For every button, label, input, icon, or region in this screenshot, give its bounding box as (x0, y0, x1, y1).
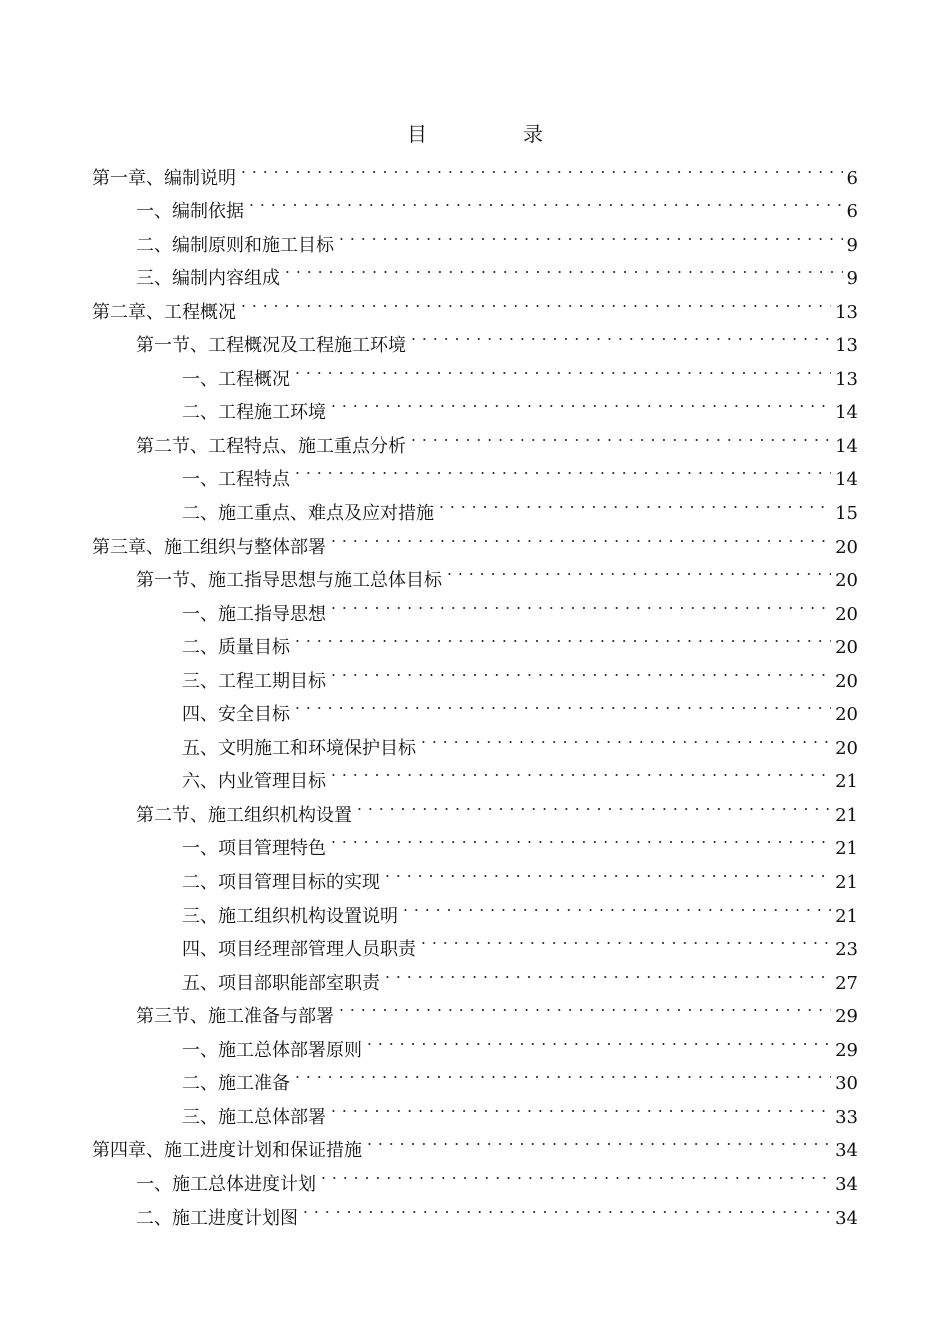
toc-entry[interactable] (0, 452, 950, 491)
toc-entry[interactable] (0, 351, 950, 390)
toc-page-number: 20 (835, 737, 858, 759)
toc-page-number: 20 (835, 603, 858, 625)
toc-entry-text: 六、内业管理目标 (182, 771, 326, 793)
toc-entry[interactable] (0, 620, 950, 659)
toc-page-number: 9 (846, 268, 858, 290)
toc-page-number: 21 (835, 771, 858, 793)
toc-title: 目 录 (407, 122, 581, 146)
toc-entry-text: 第一节、工程概况及工程施工环境 (136, 335, 406, 357)
toc-entry-text: 三、工程工期目标 (182, 670, 326, 692)
toc-entry[interactable] (0, 553, 950, 592)
toc-dot-leader (238, 150, 843, 184)
toc-entry[interactable] (0, 418, 950, 457)
toc-entry-text: 二、编制原则和施工目标 (136, 234, 334, 256)
toc-entry[interactable] (0, 687, 950, 726)
toc-entry-text: 第一节、施工指导思想与施工总体目标 (136, 570, 442, 592)
toc-dot-leader (328, 1089, 831, 1123)
toc-dot-leader (444, 553, 831, 587)
toc-entry[interactable] (0, 1022, 950, 1061)
toc-dot-leader (436, 485, 831, 519)
toc-dot-leader (400, 888, 831, 922)
toc-page-number: 13 (835, 368, 858, 390)
toc-dot-leader (292, 1056, 831, 1090)
toc-entry-text: 一、施工总体部署原则 (182, 1039, 362, 1061)
toc-page-number: 20 (835, 637, 858, 659)
toc-entry-text: 三、施工总体部署 (182, 1106, 326, 1128)
toc-page-number: 15 (835, 503, 858, 525)
toc-dot-leader (382, 955, 831, 989)
toc-entry[interactable] (0, 754, 950, 793)
toc-entry-text: 第二章、工程概况 (92, 301, 236, 323)
toc-dot-leader (354, 787, 831, 821)
toc-page-number: 23 (835, 939, 858, 961)
toc-page-number: 20 (835, 536, 858, 558)
toc-entry[interactable] (0, 653, 950, 692)
toc-page-number: 21 (835, 872, 858, 894)
toc-entry-text: 二、质量目标 (182, 637, 290, 659)
toc-entry[interactable] (0, 1089, 950, 1128)
toc-entry-text: 二、施工进度计划图 (136, 1207, 298, 1229)
toc-entry-text: 五、文明施工和环境保护目标 (182, 737, 416, 759)
toc-entry-text: 第二节、施工组织机构设置 (136, 804, 352, 826)
toc-entry-text: 第二节、工程特点、施工重点分析 (136, 435, 406, 457)
toc-dot-leader (328, 754, 831, 788)
toc-dot-leader (364, 1022, 831, 1056)
toc-dot-leader (328, 586, 831, 620)
toc-page-number: 20 (835, 670, 858, 692)
toc-page-number: 21 (835, 905, 858, 927)
toc-page-number: 9 (846, 234, 858, 256)
toc-page-number: 29 (835, 1006, 858, 1028)
toc-entry-text: 五、项目部职能部室职责 (182, 972, 380, 994)
toc-entry-text: 三、编制内容组成 (136, 268, 280, 290)
toc-entry[interactable] (0, 854, 950, 894)
toc-dot-leader (408, 318, 831, 352)
toc-dot-leader (336, 217, 843, 251)
toc-entry[interactable] (0, 284, 950, 323)
toc-dot-leader (328, 385, 831, 419)
toc-page-number: 14 (835, 435, 858, 457)
toc-page-number: 6 (846, 201, 858, 223)
toc-dot-leader (238, 284, 831, 318)
toc-page-number: 30 (835, 1073, 858, 1095)
toc-dot-leader (382, 854, 831, 888)
toc-page-number: 21 (835, 804, 858, 826)
toc-dot-leader (418, 922, 831, 956)
toc-entry[interactable] (0, 1123, 950, 1162)
toc-entry-text: 第三节、施工准备与部署 (136, 1006, 334, 1028)
toc-dot-leader (292, 452, 831, 486)
toc-page-number: 13 (835, 301, 858, 323)
toc-entry-text: 一、编制依据 (136, 201, 244, 223)
toc-dot-leader (246, 184, 843, 218)
toc-entry[interactable] (0, 251, 950, 290)
toc-entry-text: 第一章、编制说明 (92, 167, 236, 189)
toc-entry[interactable] (0, 1156, 950, 1195)
toc-dot-leader (292, 620, 831, 654)
toc-page-number: 20 (835, 570, 858, 592)
toc-entry-text: 一、施工总体进度计划 (136, 1173, 316, 1195)
toc-entry[interactable] (0, 955, 950, 994)
toc-dot-leader (300, 1190, 831, 1224)
toc-entry-text: 二、项目管理目标的实现 (182, 872, 380, 894)
toc-entry[interactable] (0, 485, 950, 525)
toc-entry-text: 一、施工指导思想 (182, 603, 326, 625)
toc-entry[interactable] (0, 586, 950, 625)
toc-page-number: 20 (835, 704, 858, 726)
toc-dot-leader (408, 418, 831, 452)
toc-page-number: 34 (835, 1207, 858, 1229)
toc-page-number: 21 (835, 838, 858, 860)
toc-entry[interactable] (0, 922, 950, 961)
toc-entry[interactable] (0, 787, 950, 826)
toc-entry[interactable] (0, 519, 950, 558)
toc-dot-leader (318, 1156, 831, 1190)
toc-entry-text: 第三章、施工组织与整体部署 (92, 536, 326, 558)
toc-page-number: 33 (835, 1106, 858, 1128)
toc-dot-leader (336, 989, 831, 1023)
toc-entry-text: 三、施工组织机构设置说明 (182, 905, 398, 927)
toc-entry[interactable] (0, 720, 950, 759)
toc-page-number: 34 (835, 1173, 858, 1195)
toc-page-number: 27 (835, 972, 858, 994)
toc-entry[interactable] (0, 989, 950, 1028)
toc-entry-text: 二、工程施工环境 (182, 402, 326, 424)
toc-entry[interactable] (0, 1190, 950, 1229)
toc-dot-leader (328, 653, 831, 687)
toc-entry-text: 第四章、施工进度计划和保证措施 (92, 1140, 362, 1162)
toc-entry[interactable] (0, 184, 950, 223)
toc-entry[interactable] (0, 150, 950, 189)
toc-entry-text: 二、施工重点、难点及应对措施 (182, 503, 434, 525)
toc-entry-text: 二、施工准备 (182, 1073, 290, 1095)
toc-page-number: 6 (846, 167, 858, 189)
toc-dot-leader (328, 821, 831, 855)
toc-entry-text: 一、项目管理特色 (182, 838, 326, 860)
toc-page-number: 14 (835, 402, 858, 424)
toc-dot-leader (364, 1123, 831, 1157)
toc-entry[interactable] (0, 1056, 950, 1095)
toc-page-number: 13 (835, 335, 858, 357)
toc-entry[interactable] (0, 888, 950, 927)
toc-page-number: 14 (835, 469, 858, 491)
toc-page-number: 29 (835, 1039, 858, 1061)
toc-entry-text: 一、工程特点 (182, 469, 290, 491)
toc-dot-leader (292, 687, 831, 721)
toc-dot-leader (418, 720, 831, 754)
toc-entry[interactable] (0, 217, 950, 256)
toc-entry[interactable] (0, 821, 950, 860)
toc-entry-text: 四、项目经理部管理人员职责 (182, 939, 416, 961)
toc-entry[interactable] (0, 385, 950, 424)
toc-dot-leader (328, 519, 831, 553)
toc-page-number: 34 (835, 1140, 858, 1162)
toc-dot-leader (282, 251, 843, 285)
toc-list (0, 150, 950, 1229)
toc-entry[interactable] (0, 318, 950, 357)
toc-entry-text: 四、安全目标 (182, 704, 290, 726)
toc-entry-text: 一、工程概况 (182, 368, 290, 390)
toc-dot-leader (292, 351, 831, 385)
